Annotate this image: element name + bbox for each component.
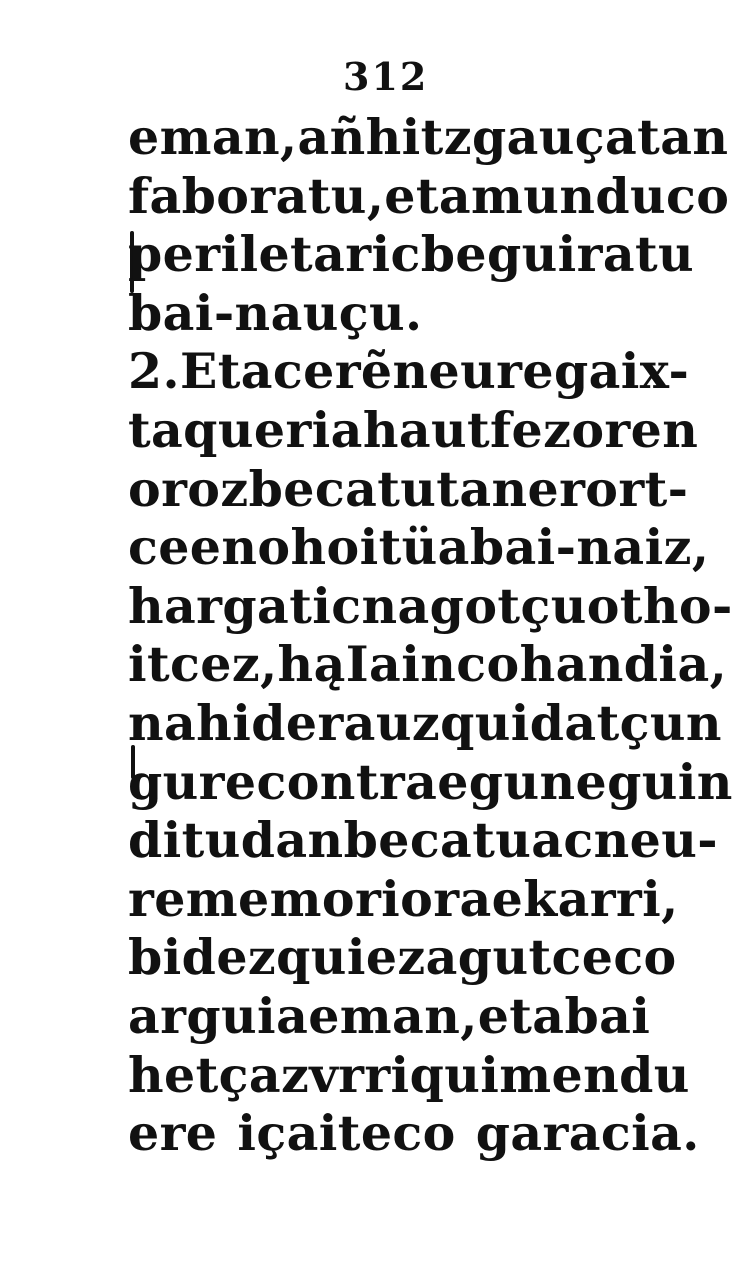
text-word: añhitz (297, 108, 472, 166)
text-word: ditudan (128, 811, 344, 870)
text-word: eman (308, 986, 461, 1045)
text-word: ezagutceco (365, 928, 677, 987)
text-line (128, 986, 651, 1046)
text-word: beguiratu (420, 225, 695, 284)
text-word: neu- (593, 811, 719, 870)
text-word: taqueria (128, 400, 363, 459)
text-word: oroz (128, 459, 249, 518)
text-word: memoriora (185, 869, 492, 928)
text-line (128, 811, 719, 870)
text-word: gure (128, 752, 257, 811)
text-word: erort- (527, 459, 689, 518)
text-word: gauçatan (471, 108, 729, 166)
text-word: faboratu (128, 166, 367, 225)
text-word: içaiteco (237, 1104, 456, 1163)
text-line (128, 635, 728, 694)
text-word: garacia. (475, 1104, 700, 1163)
text-word: Eta (179, 342, 273, 401)
text-line (128, 518, 710, 577)
page-number: 312 (343, 54, 429, 99)
text-word: ohoitüa (257, 518, 470, 577)
text-word: otho- (586, 576, 733, 635)
body-text (128, 108, 733, 1163)
text-word: cerẽ (272, 342, 393, 401)
text-line (128, 108, 729, 167)
text-word: periletaric (128, 225, 421, 284)
text-word: hetçaz (128, 1045, 310, 1104)
text-word: bai (564, 986, 651, 1045)
text-line (128, 869, 679, 929)
text-word: , (460, 986, 478, 1045)
text-word: derauzquidatçun (251, 693, 722, 752)
text-line (128, 1045, 690, 1105)
text-word: ere (128, 1104, 218, 1163)
text-line (128, 693, 722, 753)
text-word: bai-naiz, (469, 518, 710, 577)
text-word: ekarri, (491, 869, 679, 928)
text-word: nahi (128, 693, 252, 752)
text-word: ceen (128, 518, 258, 577)
text-word: bidezqui (128, 928, 366, 987)
text-line (128, 752, 733, 812)
text-word: handia, (519, 635, 728, 694)
text-word: bai-nauçu. (128, 283, 423, 342)
text-word: arguia (128, 986, 309, 1045)
text-word: nagotçu (361, 576, 587, 635)
text-word: egun (437, 752, 576, 811)
text-word: 2. (128, 342, 180, 401)
text-word: munduco (471, 166, 730, 225)
text-word: vrriquimendu (309, 1045, 690, 1104)
text-word: itcez,hą (128, 635, 346, 694)
text-line (128, 225, 695, 284)
text-word: becatuac (343, 811, 594, 870)
text-word: hautfez (362, 400, 572, 459)
text-word: eguin (575, 752, 733, 811)
text-word: Iainco (345, 635, 520, 694)
text-line (128, 342, 690, 401)
text-word: eta (384, 166, 472, 225)
text-word: contra (256, 752, 438, 811)
text-word: eman, (128, 108, 298, 166)
text-word: eta (477, 986, 565, 1045)
text-line (128, 1104, 700, 1163)
text-line (128, 284, 628, 343)
text-word: becatutan (248, 459, 528, 518)
text-word: hargatic (128, 576, 362, 635)
text-line (128, 166, 730, 226)
text-word: gaix- (553, 342, 690, 401)
text-word: oren (571, 400, 699, 459)
text-line (128, 459, 689, 519)
text-line (128, 928, 677, 987)
text-line (128, 400, 699, 460)
text-word: neure (392, 342, 554, 401)
text-word: re (128, 869, 186, 928)
text-line (128, 576, 733, 636)
text-word: , (366, 166, 385, 225)
